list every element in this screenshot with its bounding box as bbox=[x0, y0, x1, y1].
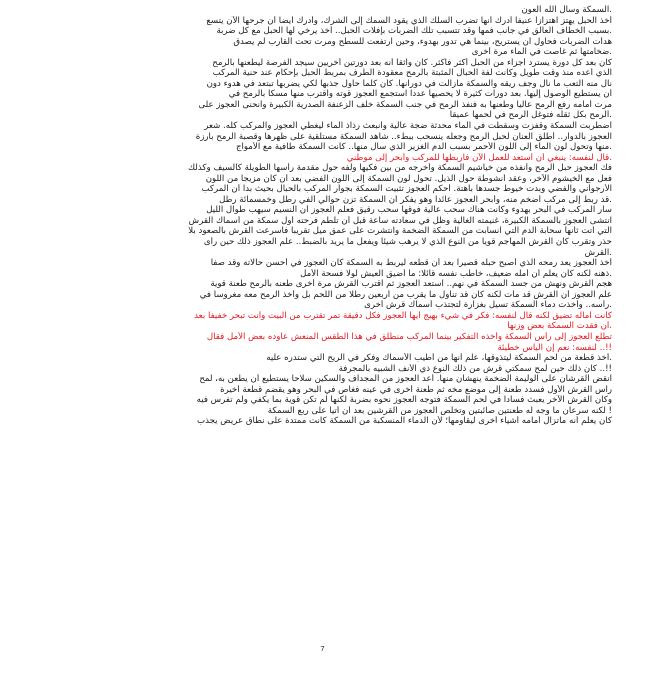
paragraph bbox=[38, 163, 612, 205]
text-line: كانت آماله تضيق لكنه قال لنفسه: فكر في شيء بهيج أيها العجوز فكل دقيقة تمر تقترب من البيت وأنت تبحر خفيفا بعد bbox=[194, 310, 612, 321]
text-line: هجم القرش ونهش من جسد السمكة في نهم.. استعد العجوز ثم اقترب القرش مرة أخرى طعنه بالرمح طعنة قوية bbox=[210, 279, 612, 290]
text-line: الذي أعده منذ وقت طويل وكانت لفة الحبال المثبتة بالرمح معقودة الطرف بمربط الحبل بإحكام عند حنية المركب bbox=[212, 68, 612, 79]
text-line: فعل مع الخيشوم الآخر، وعقد أنشوطة حول الذيل. تحول لون السمكة إلى اللون الفضي بعد أن كان مزيجا من اللون bbox=[205, 173, 612, 184]
text-line: !!.. لنفسه: نعم إن اليأس خطيئة bbox=[497, 342, 612, 353]
paragraph bbox=[38, 374, 612, 427]
text-line: حذر وتقرب كان القرش المهاجم قويا من النوع الذي لا يرهب شيئا ويفعل ما يريد بالضبط.. علم العجوز ذلك حين رأى bbox=[203, 237, 612, 248]
paragraph bbox=[38, 205, 612, 258]
text-line: نال منه التعب ما نال وجف ريقه والسمكة مازالت في دورانها. كان كلما حاول جذبها لكي يضربها تبتعد في هدوء دون bbox=[206, 78, 612, 89]
paragraph bbox=[38, 58, 612, 121]
text-line: هدأت الضربات فحاول أن يستريح، بينما هي تدور بهدوء، وحين ارتفعت للسطح ومرت تحت القارب لم يصدق bbox=[233, 36, 612, 47]
text-line: فك العجوز حبل الرمح وأنفذه من خياشيم السمكة وأخرجه من بين فكيها ولفه حول مقدمة رأسها الطويلة كالسيف وكذلك bbox=[188, 163, 612, 174]
document-body bbox=[38, 5, 612, 427]
text-line: أخذ الحبل يهتز اهتزازا عنيفا أدرك أنها تضرب السلك الذي يقود السمك إلى الشرك، وأدرك أيضا أن جرحها الآن يتسع bbox=[206, 15, 612, 26]
text-line: .ضخامتها ثم غاصت في الماء مرة أخرى bbox=[471, 47, 612, 58]
text-line: مرت أمامه رفع الرمح عاليا وطعنها به فنفذ الرمح في جنب السمكة خلف الزعنفة الصدرية الكبيرة وانحنى العجوز على bbox=[198, 99, 612, 110]
text-line: .أن فقدت السمكة بعض وزنها bbox=[507, 321, 612, 332]
text-line: اضطربت السمكة وقفزت وسقطت في الماء محدثة ضجة عالية وانبعث رذاذ الماء ليغطي العجوز والمركب كله. شعر bbox=[204, 121, 612, 132]
paragraph bbox=[38, 121, 612, 153]
text-line: العجوز بالدوار.. أطلق العنان لحبل الرمح وجعله ينسحب ببطء.. شاهد السمكة مستلقية على ظهرها وقصبة الرمح بارزة bbox=[195, 131, 612, 142]
text-line: .منها وتحول لون الماء إلى اللون الأحمر بسبب الدم الغزير الذي سال منها.. كانت السمكة طافية مع الأمواج bbox=[235, 142, 612, 153]
text-line: انتشى العجوز بالسمكة الكبيرة، غنيمته الغالية وظل في سعادته ساعة قبل أن تلطم فرحته أول سمكة من أسماك القرش bbox=[188, 215, 612, 226]
text-line: علم العجوز أن القرش قد مات لكنه كان قد تناول ما يقرب من أربعين رطلا من اللحم بل وأخذ الرمح معه مغروسا في bbox=[199, 289, 612, 300]
text-line: كان يعلم أنه ماتزال أمامه أشياء أخرى ليقاومها؛ لأن الدماء المنسكبة من السمكة كانت ممتدة على نطاق عريض يجذب bbox=[197, 416, 612, 427]
text-line: .ذهنه لكنه كان يعلم أن أمله ضعيف، خاطب نفسه قائلا: ما أضيق العيش لولا فسحة الأمل bbox=[300, 268, 612, 279]
paragraph bbox=[38, 332, 612, 353]
paragraph bbox=[38, 279, 612, 311]
text-line: التي أتت ثانها سحابة الدم التي انسابت من السمكة الضخمة وانتشرت على عمق ميل تقريبا فأسرعت القرش بالصعود بلا bbox=[188, 226, 612, 237]
text-line: وكان القرش الآخر يعبث فسادا في لحم السمكة فتوجه العجوز نحوه بضربة لكنها لم تكن قوية بما يكفي ولم تفرس فيه bbox=[196, 395, 612, 406]
text-line: رأس القرش الأول فسدد طعنة إلى موضع مخه ثم طعنة أخرى في عينه فغاص في البحر وهو يقضم قطعة أخيرة bbox=[220, 384, 612, 395]
paragraph bbox=[38, 5, 612, 16]
text-line: .الرمح بكل ثقله فتوغل الرمح في لحمها عميقا bbox=[449, 110, 612, 121]
page-number: 7 bbox=[320, 645, 325, 653]
paragraph bbox=[38, 16, 612, 58]
text-line: .بسبب الخطاف العالق في جانب فمها وقد تتسبب تلك الضربات بإفلات الحبل.. أخذ يرخي لها الحبل مع كل ضربة bbox=[216, 26, 612, 37]
text-line: الأرجواني والفضي وبدت خيوط جسدها باهتة. أحكم العجوز تثبيت السمكة بجوار المركب بالحبال بحيث بدا أن المركب bbox=[201, 184, 612, 195]
text-line: أخذ العجوز يعد رمحه الذي أصبح حبله قصيرا بعد أن قطعه ليربط به السمكة كان العجوز في أحسن حالاته وقد صفا bbox=[210, 258, 612, 269]
paragraph bbox=[38, 258, 612, 279]
text-line: ! لكنه سرعان ما وجه له طعنتين صائبتين وتخلص العجوز من القرشين بعد أن أتيا على ربع السمكة bbox=[267, 405, 612, 416]
paragraph bbox=[38, 353, 612, 374]
text-line: انقض القرشان على الوليمة الضخمة ينهشان منها. أعد العجوز من المجداف والسكين سلاحا يستطيع أن يطعن به، لمح bbox=[199, 374, 612, 385]
text-line: .قد ربط إلى مركب أضخم منه، وأبحر العجوز عائدا وهو يفكر أن السمكة تزن حوالي ألفي رطل وخمسمائة رطل bbox=[219, 194, 612, 205]
text-line: !!.. كان ذلك حين لمح سمكتي قرش من ذلك النوع ذي الأنف الشبيه بالمجرفة bbox=[338, 363, 612, 374]
paragraph bbox=[38, 153, 612, 164]
text-line: .السمكة وسأل الله العون bbox=[521, 5, 612, 15]
text-line: كان بعد كل دورة يسترد أجزاء من الحبل أكثر فأكثر. كان واثقا أنه بعد دورتين أخريين سيجد الفرصة ليطعنها بالرمح bbox=[212, 57, 612, 68]
text-line: .القرش bbox=[584, 247, 612, 258]
text-line: سار المركب في البحر بهدوء وكانت هناك سحب عالية فوقها سحب رقيق فعلم العجوز أن النسيم سيهب طوال الليل bbox=[206, 205, 612, 216]
paragraph bbox=[38, 311, 612, 332]
text-line: .قال لنفسه: ينبغي أن أستعد للعمل الآن فأربطها للمركب وأبحر إلى موطني bbox=[346, 152, 612, 163]
text-line: .رأسه.. وأخذت دماء السمكة تسيل بغزارة لتجتذب أسماك قرش أخرى bbox=[364, 300, 612, 311]
text-line: أن يستطيع الوصول إليها. بعد دورات كثيرة لا يحصيها عددا استجمع العجوز قوته واقترب منها مسكا بالرمح في bbox=[228, 89, 612, 100]
text-line: .أخذ قطعة من لحم السمكة ليتذوقها، علم أنها من أطيب الأسماك وفكر في الريح التي ستدره عليه bbox=[266, 353, 612, 364]
text-line: تطلع العجوز إلى رأس السمكة وأخذه التفكير بينما المركب منطلق في هذا الطقس المنعش عاوده بعض الأمل فقال bbox=[206, 331, 612, 342]
